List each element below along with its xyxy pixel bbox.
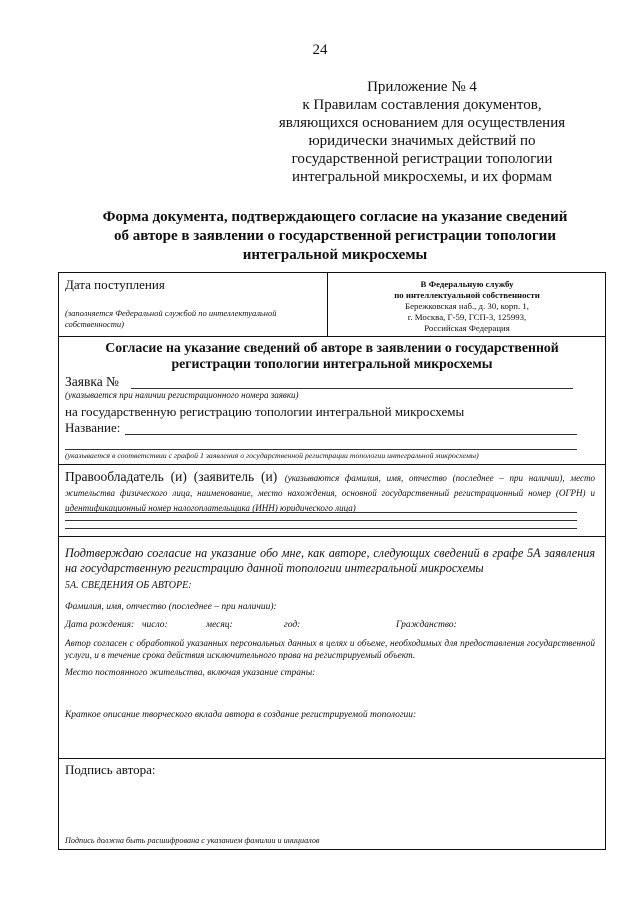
form-title-line: интегральной микросхемы (242, 247, 428, 263)
consent-text: Автор согласен с обработкой указанных персональных данных в целях и объеме, необходимых для предоставления государственной услуги, и в течение срока действия исключительного права на регистрируемый объект. (65, 639, 595, 661)
appendix-line: Приложение № 4 (367, 79, 477, 95)
appendix-line: юридически значимых действий по (308, 133, 536, 149)
form-header (59, 273, 605, 337)
residence-label[interactable]: Место постоянного жительства, включая указание страны: (65, 668, 316, 678)
name-note: (указывается в соответствии с графой 1 заявления о государственной регистрации топологии интегральной микросхемы) (65, 451, 479, 460)
author-heading: 5А. СВЕДЕНИЯ ОБ АВТОРЕ: (65, 580, 192, 591)
rightholder-field-line-1[interactable] (65, 512, 577, 513)
application-note: (указывается при наличии регистрационного номера заявки) (65, 390, 299, 400)
contribution-label[interactable]: Краткое описание творческого вклада автора в создание регистрируемой топологии: (65, 710, 417, 720)
address-line: Российская Федерация (424, 323, 510, 333)
address-line: В Федеральную службу (420, 279, 514, 289)
name-field[interactable] (125, 434, 577, 435)
fio-label[interactable]: Фамилия, имя, отчество (последнее – при наличии): (65, 602, 277, 612)
form-title (70, 208, 600, 265)
citizenship-field[interactable]: Гражданство: (396, 620, 457, 630)
signature-label[interactable]: Подпись автора: (65, 762, 156, 777)
receipt-date-cell[interactable] (59, 273, 328, 336)
consent-title (59, 340, 605, 372)
appendix-line: являющихся основанием для осуществления (278, 115, 566, 131)
rightholder-label: Правообладатель (и) (заявитель (и) (65, 469, 278, 484)
appendix-line: государственной регистрации топологии (291, 151, 553, 167)
name-label: Название: (65, 420, 121, 435)
rightholder-note: (указываются фамилия, имя, отчество (последнее – при наличии), место жительства физического лица, наименование, место нахождения, основной государственный регистрационный номер (ОГРН) и идентификационный номер налогоплательщика (ИНН) юридического лица) (65, 473, 595, 513)
rightholder-field-line-3[interactable] (65, 528, 577, 529)
birth-year-field[interactable]: год: (284, 620, 301, 630)
appendix-block (272, 78, 572, 186)
confirm-text: Подтверждаю согласие на указание обо мне, как авторе, следующих сведений в графе 5А заявления на государственную регистрацию данной топологии интегральной микросхемы (65, 546, 595, 575)
date-note: (заполняется Федеральной службой по интеллектуальной собственности) (65, 308, 277, 329)
registration-text: на государственную регистрацию топологии интегральной микросхемы (65, 404, 465, 419)
address-line: Бережковская наб., д. 30, корп. 1, (405, 301, 529, 311)
appendix-line: интегральной микросхемы, и их формам (292, 169, 552, 185)
signature-section (59, 758, 605, 851)
appendix-line: к Правилам составления документов, (302, 97, 542, 113)
form-title-line: Форма документа, подтверждающего согласие на указание сведений (102, 209, 568, 225)
signature-note: Подпись должна быть расшифрована с указанием фамилии и инициалов (65, 836, 320, 845)
consent-title-line: регистрации топологии интегральной микросхемы (171, 356, 493, 371)
application-label: Заявка № (65, 374, 119, 389)
rightholder-text (65, 470, 595, 515)
address-line: г. Москва, Г-59, ГСП-3, 125993, (407, 312, 527, 322)
name-field-line-2[interactable] (65, 449, 577, 450)
form-title-line: об авторе в заявлении о государственной регистрации топологии (114, 228, 556, 244)
consent-title-line: Согласие на указание сведений об авторе в заявлении о государственной (105, 340, 559, 355)
recipient-address (329, 279, 605, 334)
author-info-section (59, 536, 605, 759)
birth-date-label: Дата рождения: (65, 620, 135, 630)
rightholder-field-line-2[interactable] (65, 520, 577, 521)
form-frame (58, 272, 606, 850)
application-number-field[interactable] (131, 388, 573, 389)
birth-month-field[interactable]: месяц: (206, 620, 233, 630)
rightholder-section (59, 464, 605, 537)
birth-day-field[interactable]: число: (142, 620, 168, 630)
consent-section (59, 336, 605, 465)
address-line: по интеллектуальной собственности (394, 290, 540, 300)
page-number: 24 (312, 42, 328, 58)
date-label: Дата поступления (65, 277, 165, 292)
